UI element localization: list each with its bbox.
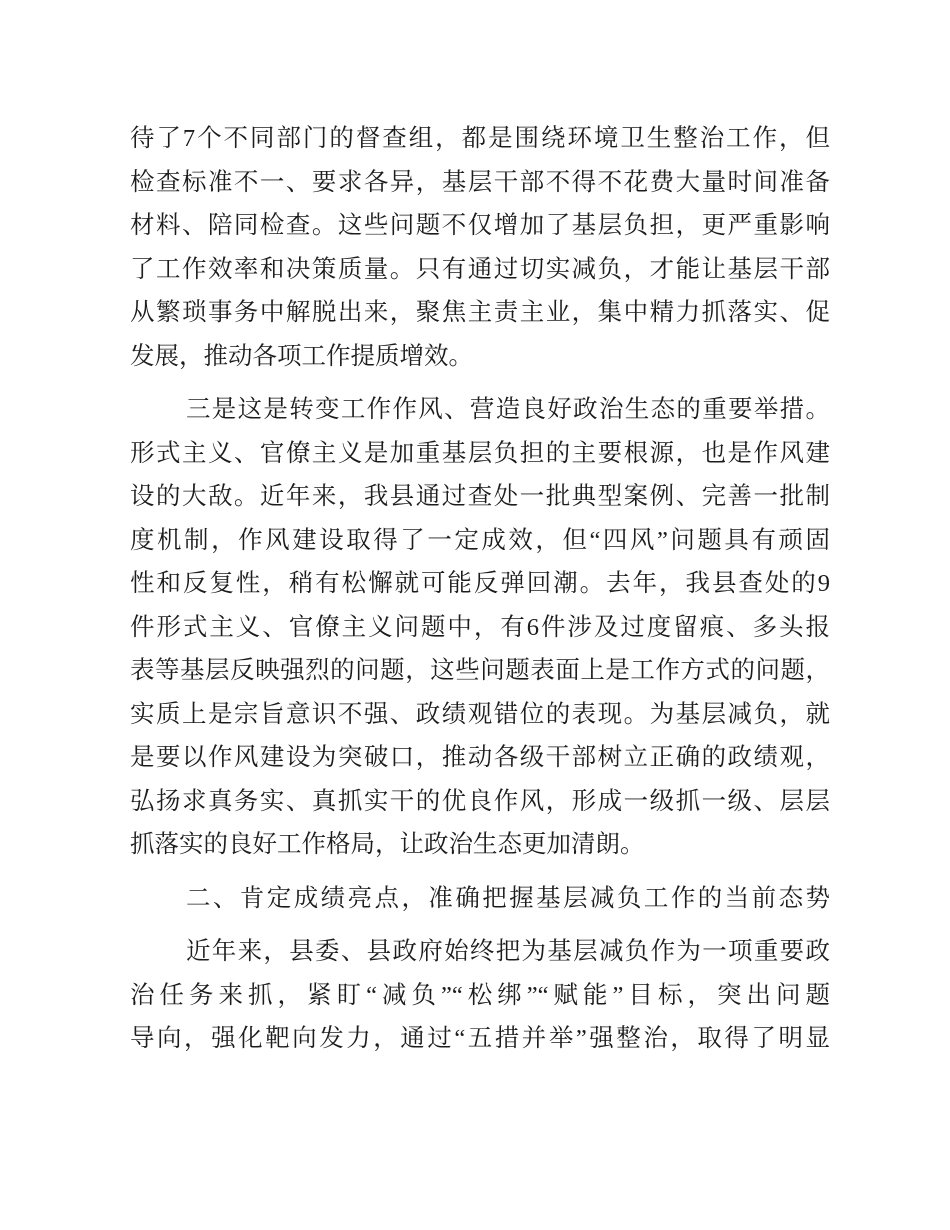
- text-line: 导向，强化靶向发力，通过“五措并举”强整治，取得了明显: [130, 1025, 830, 1052]
- heading-line: 二、肯定成绩亮点，准确把握基层减负工作的当前态势: [186, 884, 830, 912]
- text-line: 是要以作风建设为突破口，推动各级干部树立正确的政绩观，: [130, 744, 830, 771]
- section-heading-two: [130, 877, 830, 921]
- text-line: 表等基层反映强烈的问题，这些问题表面上是工作方式的问题，: [130, 657, 830, 684]
- paragraph-continuation: [130, 117, 830, 378]
- text-line: 从繁琐事务中解脱出来，聚焦主责主业，集中精力抓落实、促: [130, 299, 830, 326]
- text-line: 治任务来抓，紧盯“减负”“松绑”“赋能”目标，突出问题: [130, 981, 830, 1009]
- text-line: 设的大敌。近年来，我县通过查处一批典型案例、完善一批制: [130, 483, 830, 510]
- text-line: 弘扬求真务实、真抓实干的优良作风，形成一级抓一级、层层: [130, 787, 830, 815]
- text-line: 形式主义、官僚主义是加重基层负担的主要根源，也是作风建: [130, 439, 830, 467]
- text-line: 近年来，县委、县政府始终把为基层减负作为一项重要政: [186, 938, 830, 965]
- text-line: 抓落实的良好工作格局，让政治生态更加清朗。: [130, 831, 645, 858]
- text-line: 检查标准不一、要求各异，基层干部不得不花费大量时间准备: [130, 168, 830, 196]
- text-line: 发展，推动各项工作提质增效。: [130, 342, 473, 370]
- text-line: 件形式主义、官僚主义问题中，有6件涉及过度留痕、多头报: [130, 613, 830, 641]
- text-line: 性和反复性，稍有松懈就可能反弹回潮。去年，我县查处的9: [130, 570, 830, 597]
- text-line: 材料、陪同检查。这些问题不仅增加了基层负担，更严重影响: [130, 212, 830, 239]
- text-line: 待了7个不同部门的督查组，都是围绕环境卫生整治工作，但: [130, 125, 830, 152]
- text-line: 实质上是宗旨意识不强、政绩观错位的表现。为基层减负，就: [130, 700, 830, 728]
- paragraph-achievements: [130, 930, 830, 1061]
- paragraph-third-point: [130, 388, 830, 867]
- text-line: 了工作效率和决策质量。只有通过切实减负，才能让基层干部: [130, 255, 830, 283]
- text-line: 度机制，作风建设取得了一定成效，但“四风”问题具有顽固: [130, 526, 830, 554]
- text-line: 三是这是转变工作作风、营造良好政治生态的重要举措。: [186, 396, 830, 423]
- document-content: [130, 117, 830, 1061]
